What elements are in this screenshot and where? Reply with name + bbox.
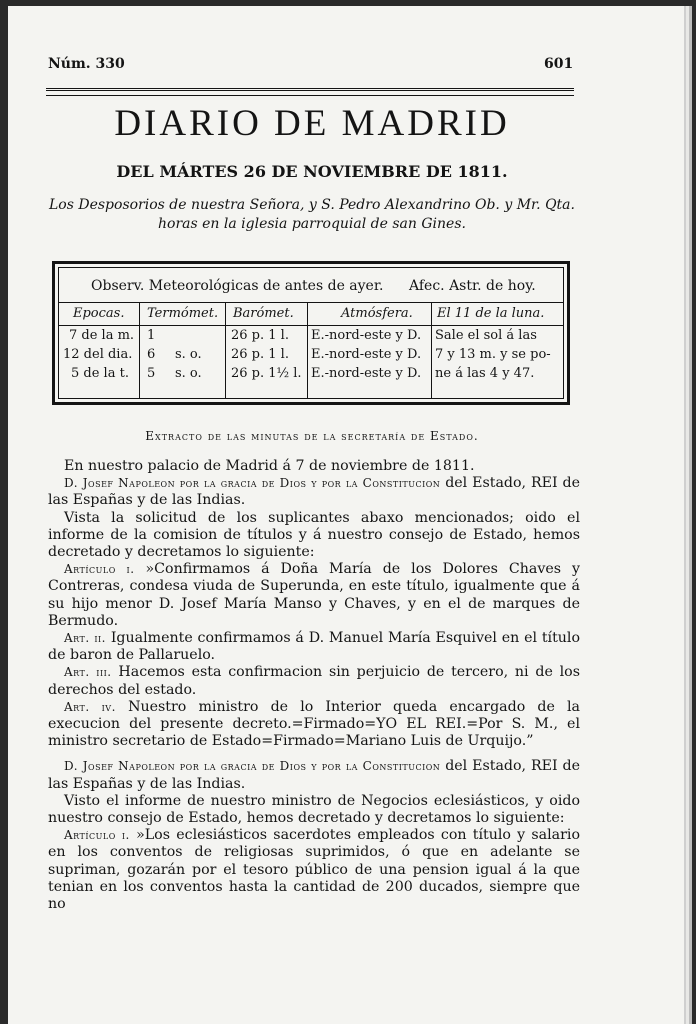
barom-cell: 26 p. 1 l. xyxy=(231,347,289,362)
weather-row xyxy=(59,366,563,386)
decree-intro: Visto el informe de nuestro ministro de Negocios eclesiásticos, y oido nuestro consejo de Estado, hemos decretado y decretamos lo siguiente: xyxy=(48,792,580,827)
epoca-cell: 12 del dia. xyxy=(63,347,133,362)
term-cell: s. o. xyxy=(175,347,202,362)
article-label: Art. ii. xyxy=(64,631,106,646)
newspaper-page xyxy=(8,6,684,1024)
decree-heading-rest: del Estado, REI de las Españas y de las Indias. xyxy=(48,758,580,792)
astro-cell: Sale el sol á las xyxy=(435,328,537,343)
article-text: Igualmente confirmamos á D. Manuel María Esquivel en el título de baron de Pallaruelo. xyxy=(48,630,580,664)
article-text: »Los eclesiásticos sacerdotes empleados con título y salario en los conventos de religiosas suprimidos, ó que en adelante se supriman, gozarán por el tesoro público de una pension igual á la que tenian en los conventos hasta la cantidad de 200 ducados, siempre que no xyxy=(48,827,580,913)
dateline-paragraph: En nuestro palacio de Madrid á 7 de noviembre de 1811. xyxy=(64,458,475,474)
decree-preamble xyxy=(48,758,580,792)
header-rule xyxy=(46,88,574,96)
article-label: Artículo i. xyxy=(64,562,135,577)
barom-cell: 26 p. 1 l. xyxy=(231,328,289,343)
article-paragraph xyxy=(48,699,580,751)
decree-heading: D. Josef Napoleon por la gracia de Dios y por la Constitucion xyxy=(64,759,441,774)
page-number: 601 xyxy=(544,56,574,72)
article-paragraph xyxy=(48,630,580,664)
epoca-cell: 7 de la m. xyxy=(69,328,135,343)
spacer xyxy=(48,750,580,758)
barom-cell: 26 p. 1½ l. xyxy=(231,366,302,381)
article-text: Hacemos esta confirmacion sin perjuicio de tercero, ni de los derechos del estado. xyxy=(48,664,580,698)
header-luna: El 11 de la luna. xyxy=(437,306,545,321)
atmos-cell: E.-nord-este y D. xyxy=(311,347,422,362)
weather-table xyxy=(52,261,570,405)
weather-row xyxy=(59,328,563,348)
term-cell: 1 xyxy=(147,328,156,343)
header-epocas: Epocas. xyxy=(73,306,125,321)
masthead-title: DIARIO DE MADRID xyxy=(114,103,510,144)
term-cell: s. o. xyxy=(175,366,202,381)
decree-intro: Vista la solicitud de los suplicantes abaxo mencionados; oido el informe de la comision de títulos y á nuestro consejo de Estado, hemos decretado y decretamos lo siguiente: xyxy=(48,509,580,561)
astro-cell: 7 y 13 m. y se po- xyxy=(435,347,551,362)
weather-title-left: Observ. Meteorológicas de antes de ayer. xyxy=(91,278,384,294)
astro-cell: ne á las 4 y 47. xyxy=(435,366,535,381)
article-label: Art. iii. xyxy=(64,665,112,680)
weather-row xyxy=(59,347,563,367)
weather-title-right: Afec. Astr. de hoy. xyxy=(409,278,536,294)
header-termometro: Termómet. xyxy=(147,306,219,321)
article-label: Artículo i. xyxy=(64,828,130,843)
issue-date: DEL MÁRTES 26 DE NOVIEMBRE DE 1811. xyxy=(116,162,508,181)
term-cell: 5 xyxy=(147,366,156,381)
article-paragraph xyxy=(48,827,580,913)
weather-header-row xyxy=(59,302,563,326)
epoca-cell: 5 de la t. xyxy=(71,366,129,381)
issue-number: Núm. 330 xyxy=(48,56,125,72)
section-heading: Extracto de las minutas de la secretaría de Estado. xyxy=(145,429,479,443)
weather-table-inner xyxy=(58,267,564,399)
article-body xyxy=(48,458,580,913)
atmos-cell: E.-nord-este y D. xyxy=(311,328,422,343)
header-barometro: Barómet. xyxy=(233,306,294,321)
article-text: Nuestro ministro de lo Interior queda encargado de la execucion del presente decreto.=Firmado=YO EL REI.=Por S. M., el ministro secretario de Estado=Firmado=Mariano Luis de Urquijo.” xyxy=(48,698,581,750)
article-paragraph xyxy=(48,664,580,698)
article-paragraph xyxy=(48,561,580,630)
term-cell: 6 xyxy=(147,347,156,362)
intro-notice: Los Desposorios de nuestra Señora, y S. Pedro Alexandrino Ob. y Mr. Qta. horas en la iglesia parroquial de san Gines. xyxy=(49,197,575,232)
header-atmosfera: Atmósfera. xyxy=(341,306,413,321)
decree-preamble xyxy=(48,475,580,509)
article-label: Art. iv. xyxy=(64,699,116,714)
decree-heading-rest: del Estado, REI de las Españas y de las Indias. xyxy=(48,475,580,509)
article-text: »Confirmamos á Doña María de los Dolores Chaves y Contreras, condesa viuda de Superunda, en este título, igualmente que á su hijo menor D. Josef María Manso y Chaves, y en el de marques de Bermudo. xyxy=(48,561,580,629)
decree-heading: D. Josef Napoleon por la gracia de Dios y por la Constitucion xyxy=(64,476,441,491)
atmos-cell: E.-nord-este y D. xyxy=(311,366,422,381)
